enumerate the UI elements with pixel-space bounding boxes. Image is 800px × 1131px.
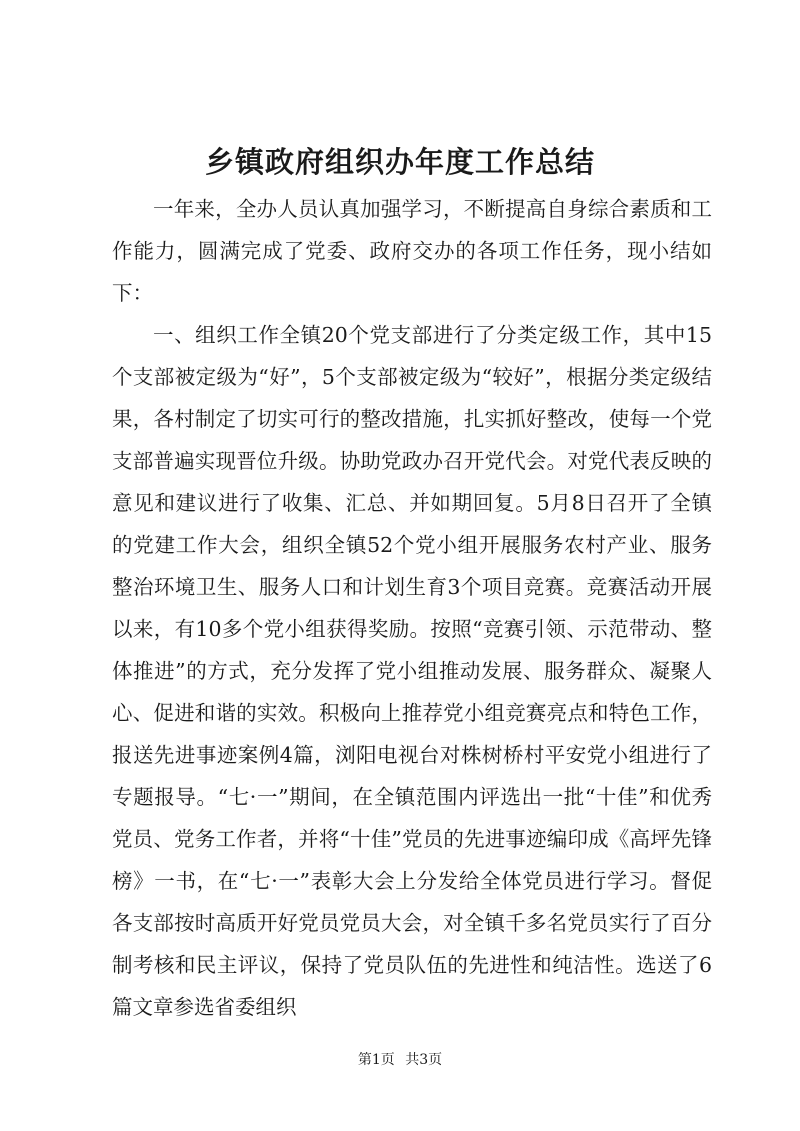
paragraph-intro: 一年来，全办人员认真加强学习，不断提高自身综合素质和工作能力，圆满完成了党委、政府交办的各项工作任务，现小结如下： [112,197,712,305]
page-number: 第1页 [357,1052,395,1068]
page-total: 共3页 [405,1052,443,1068]
document-body [112,188,712,1028]
paragraph-organization-work: 一、组织工作全镇20个党支部进行了分类定级工作，其中15个支部被定级为“好”，5个支部被定级为“较好”，根据分类定级结果，各村制定了切实可行的整改措施，扎实抓好整改，使每一个党支部普遍实现晋位升级。协助党政办召开党代会。对党代表反映的意见和建议进行了收集、汇总、并如期回复。5月8日召开了全镇的党建工作大会，组织全镇52个党小组开展服务农村产业、服务整治环境卫生、服务人口和计划生育3个项目竞赛。竞赛活动开展以来，有10多个党小组获得奖励。按照“竞赛引领、示范带动、整体推进”的方式，充分发挥了党小组推动发展、服务群众、凝聚人心、促进和谐的实效。积极向上推荐党小组竞赛亮点和特色工作，报送先进事迹案例4篇，浏阳电视台对株树桥村平安党小组进行了专题报导。“七·一”期间，在全镇范围内评选出一批“十佳”和优秀党员、党务工作者，并将“十佳”党员的先进事迹编印成《高坪先锋榜》一书，在“七·一”表彰大会上分发给全体党员进行学习。督促各支部按时高质开好党员党员大会，对全镇千多名党员实行了百分制考核和民主评议，保持了党员队伍的先进性和纯洁性。选送了6篇文章参选省委组织 [112,323,712,1019]
document-title: 乡镇政府组织办年度工作总结 [204,145,595,179]
page-footer [0,1050,800,1070]
